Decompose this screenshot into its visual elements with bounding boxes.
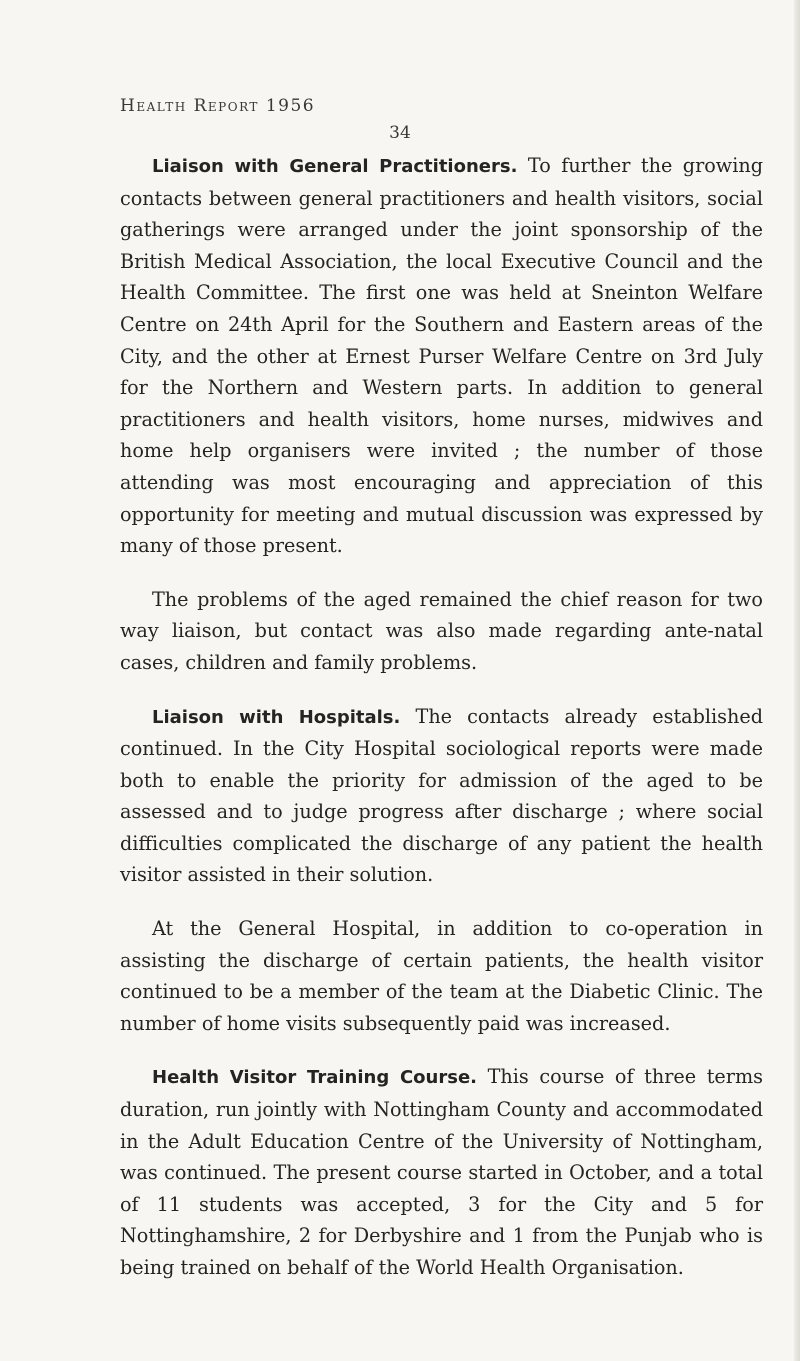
- paragraph-text: At the General Hospital, in addition to co-operation in assisting the discharge of certain patients, the health visitor continued to be a member of the team at the Diabetic Clinic. The number of home visits subsequently paid was increased.: [120, 917, 763, 1035]
- section-heading-training-course: Health Visitor Training Course.: [152, 1067, 477, 1089]
- paragraph-text: The contacts already established continued. In the City Hospital sociological reports were made both to enable the priority for admission of the aged to be assessed and to judge progress after discharge ; where social difficulties complicated the discharge of any patient the health visitor assisted in their solution.: [120, 704, 763, 887]
- paragraph-text: To further the growing contacts between general practitioners and health visitors, social gatherings were arranged under the joint sponsorship of the British Medical Association, the local Executive Council and the Health Committee. The first one was held at Sneinton Welfare Centre on 24th April for the Southern and Eastern areas of the City, and the other at Ernest Purser Welfare Centre on 3rd July for the Northern and Western parts. In addition to general practitioners and health visitors, home nurses, midwives and home help organisers were invited ; the number of those attending was most encouraging and appreciation of this opportunity for meeting and mutual discussion was expressed by many of those present.: [120, 154, 763, 558]
- paragraph-training-course: [120, 1061, 763, 1283]
- section-heading-gp-liaison: Liaison with General Practitioners.: [152, 156, 518, 177]
- paragraph-hospital-liaison: [120, 701, 763, 892]
- running-head: Health Report 1956: [120, 96, 316, 116]
- paragraph-text: This course of three terms duration, run jointly with Nottingham County and accommodated in the Adult Education Centre of the University of Nottingham, was continued. The present course started in October, and a total of 11 students was accepted, 3 for the City and 5 for Nottinghamshire, 2 for Derbyshire and 1 from the Punjab who is being trained on behalf of the World Health Organisation.: [120, 1065, 763, 1279]
- paragraph-gp-liaison: [120, 150, 763, 562]
- paragraph-aged-problems: [120, 584, 763, 679]
- paragraph-text: The problems of the aged remained the chief reason for two way liaison, but contact was also made regarding ante-natal cases, children and family problems.: [120, 587, 763, 674]
- section-heading-hospital-liaison: Liaison with Hospitals.: [152, 706, 401, 728]
- report-body: [120, 150, 763, 1306]
- scan-edge: [794, 0, 800, 1361]
- paragraph-general-hospital: [120, 913, 763, 1039]
- page-number: 34: [389, 123, 411, 143]
